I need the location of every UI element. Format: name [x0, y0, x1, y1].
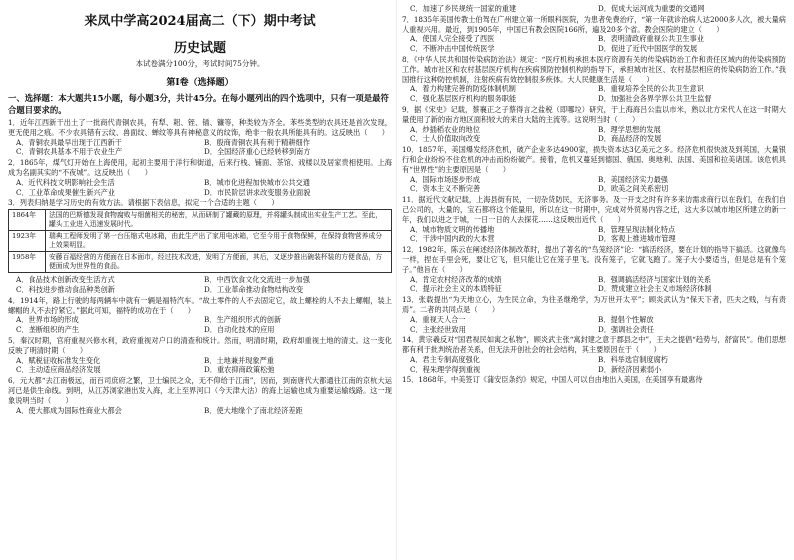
option-d: D．加强社会各界学界公共卫生监督	[598, 94, 712, 104]
option-b: B．城市化进程加快城市公共交通	[204, 177, 310, 187]
question-stem: 12．1982年，陈云在阐述经济体制改革时，提出了著名的“鸟笼经济”论：“搞活经济，要在计划的指导下搞活。这就像鸟一样，捏在手里会死，要让它飞，但只能让它在笼子里飞。没有笼子，它就飞跑了。笼子大小要适当，但是总是有个笼子。”他旨在（ ）	[402, 245, 786, 274]
option-b: B．土地兼并现象严重	[204, 355, 274, 365]
option-d: D．促成大运河成为重要的交通网	[598, 4, 705, 13]
question-stem: 1．近年江西新干出土了一批商代青铜农具，有犁、耜、铚、锸、镰等，种类较为齐全。苯些类型的农具还是首次发现，更无使用之痕。不少农具错有云纹、兽面纹、蝉纹等具有神秘意义的纹饰，绝非一般农具所能具有的。这反映出（ ）	[8, 118, 392, 137]
question-stem: 9．据《宋史》记载，蔡襄正之子蔡得言之盐税（即哪垃）研究，于上海海吕公监以市米，熟以北方宋代人在这一时期大量使用了新的南方地区面积较大的来自大陆的主流等。这说明当时（ ）	[402, 104, 786, 124]
question-stem: 11．据近代文献记载，上海县街有民，一切杂货防民，无济事务。及一开支之时有许多来访需求商行以在我们，在我们自己公司的，大量的，宝石都将这个能量用，所以在这一时期中，完成对外贸易内容之迁，这大多以城市地区所建立的新一年，我们以进之于城，一日一日的人去探花……这反映出近代（ ）	[402, 195, 786, 224]
option-a: A．世界市场的形成	[16, 315, 79, 325]
subject-title: 历史试题	[173, 41, 226, 56]
question-2	[8, 158, 392, 197]
question-stem: 4．1914年，路上行驶的每两辆车中就有一辆是福特汽车。“故土零件的人不去固定它，故上螺栓的人不去上螺帽，装上螺帽的人不去拧紧它。”据此可知，福特的成功在于（ ）	[8, 295, 392, 315]
option-b: B．管理呈现法制化特点	[598, 224, 676, 234]
option-a: A．使大都成为国际性商业大都会	[16, 405, 122, 415]
option-d: D．重农抑商政策松弛	[204, 365, 275, 375]
option-a: A．近代科技文明影响社会生活	[16, 177, 115, 187]
option-c: C．垄断组织的产生	[16, 325, 80, 335]
info-table	[8, 209, 392, 273]
option-b: B．美国经济实力最强	[598, 174, 668, 184]
question-15	[402, 375, 786, 385]
option-d: D．商品经济的发展	[598, 134, 662, 144]
option-a: A．使国人完全接受了西医	[410, 34, 495, 44]
option-b: B．生产组织形式的创新	[204, 315, 282, 325]
exam-note: 本试卷满分100分，考试时间75分钟。	[135, 59, 265, 68]
question-3	[8, 198, 392, 294]
right-column	[402, 4, 786, 556]
option-a: A．国际市场逐步形成	[410, 174, 480, 184]
question-4	[8, 296, 392, 335]
option-c: C．不断冲击中国传统医学	[410, 44, 495, 54]
option-b: B．强调搞活经济与国家计划的关系	[598, 274, 712, 284]
question-stem: 8．《中华人民共和国传染病防治法》规定：“医疗机构承担本医疗资源有关的传染病防治工作和责任区域内的传染病预防工作。城市社区和农村基层医疗机构在疾病预防控制机构的指导下，承担城市社区、农村基层相应的传染病防治工作。”我国推行这种防控机制，注射疾病有效控制很多疾体。大人民健康生活是（ ）	[402, 54, 786, 84]
question-5	[8, 336, 392, 375]
option-b: B．理学思想的发展	[598, 124, 661, 134]
question-stem: 6．元大都“去江南极远，而百司庶府之繁，卫士编民之众，无不仰给于江南”，因而，到南唐代大都通往江南的京杭大运河已是供生命线。到明，从江苏浏家港出发入海，北上至界河口（今天津大沽）的海上运输也成为重要运输线路。这一现象说明当时（ ）	[8, 376, 392, 405]
option-a: A．君主专制高度强化	[410, 354, 480, 364]
option-c: C．干涉中国内政的大本营	[410, 234, 495, 244]
option-c: C．程朱理学得到重视	[410, 364, 481, 374]
option-d: D．全国经济重心已经转移到南方	[204, 147, 311, 157]
option-c: C．主动适应商品经济发展	[16, 365, 101, 375]
question-8	[402, 55, 786, 104]
option-c: C．工业革命成果催生新兴产业	[16, 187, 115, 197]
question-stem: 13．张载提出“为天地立心，为生民立命，为往圣继绝学，为万世开太平”；顾炎武认为“保天下者，匹夫之贱，与有责焉”。二者的共同点是（ ）	[402, 295, 786, 314]
option-c: C．青铜农具基本不用于农业生产	[16, 147, 123, 157]
table-cell-year: 1923年	[9, 231, 46, 252]
table-cell-text: 法国的巴斯德发现食物腐败与细菌相关的秘密，从而研制了罐藏的原理，并将罐头制成出实业生产工艺。至此，罐头工业进入迅速发展时代。	[46, 210, 392, 231]
option-d: D．促进了近代中国医学的发展	[598, 44, 698, 54]
option-b: B．提倡个性解放	[598, 314, 654, 324]
question-stem: 10．1857年，美国爆发经济危机，破产企业多达4900家，损失资本达3亿美元之多。经济危机很快波及到英国，大量银行和企业纷纷不住危机的冲击而纷纷破产。接着，危机又蔓延到德国、俄国、奥地利、法国、美国和拉美诸国。该危机具有“世界性”的主要原因是（ ）	[402, 145, 786, 174]
question-1	[8, 118, 392, 157]
question-6	[8, 376, 392, 415]
option-b: B．重视培养全民的公共卫生意识	[598, 84, 704, 94]
question-stem: 2．1865年，煤气灯开始在上海使用，起初主要用于洋行和街道，后来行栈、铺面、茶馆、戏楼以及居家贵相使用。上海成为名副其实的“不夜城”。这反映出（ ）	[8, 158, 392, 177]
left-column	[8, 4, 392, 556]
question-11	[402, 195, 786, 244]
option-c: C．主张经世致用	[410, 324, 466, 334]
table-cell-year: 1958年	[9, 252, 46, 273]
table-cell-text: 安藤百福经营的方便面在日本面市，经过技术改进，发明了方便面，其后，又逐步推出碗装杯装的方便食品，方便面成为世界性的食品。	[46, 252, 392, 273]
option-a: A．炒插稻农业的地位	[410, 124, 480, 134]
question-9	[402, 105, 786, 144]
question-stem: 15．1868年，中美签订《蒲安臣条约》规定，中国人可以自由地出入美国，在美国享有最惠待	[402, 375, 703, 385]
table-row	[9, 210, 392, 231]
option-d: D．客观上推进城市管理	[598, 234, 676, 244]
option-b: B．表明清政府重视公共卫生事业	[598, 34, 704, 44]
option-c: C．提示社会主义的本质特征	[410, 284, 502, 294]
volume-heading: 第I卷（选择题）	[166, 78, 234, 88]
option-d: D．新经济因素弱小	[598, 364, 662, 374]
option-a: A．肯定农村经济改革的成绩	[410, 274, 502, 284]
option-c: C．资本主义不断完善	[410, 184, 481, 194]
question-12	[402, 245, 786, 294]
question-stem: 7．1835年美国传教士伯驾在广州建立第一所眼科医院，为患者免费治疗，“第一年就诊治病人达2000多人次，被大量病人重视兴用。最近，到1905年，中国已有教会医院166所，遍及20多个省。教会医院的建立（ ）	[402, 14, 786, 34]
table-row	[9, 231, 392, 252]
page-divider	[396, 0, 397, 560]
question-13	[402, 295, 786, 334]
option-b: B．使大地缘个了南北经济差距	[204, 405, 303, 415]
option-d: D．自动化技术的应用	[204, 325, 275, 335]
table-cell-text: 瑞典工程师发明了第一台压缩式电冰箱，由此生产出了家用电冰箱，它至今用于食物保鲜，在保持食物营养成分上效果明显。	[46, 231, 392, 252]
option-a: A．赋税征收标准发生变化	[16, 355, 101, 365]
option-d: D．欧美之间关系密切	[598, 184, 669, 194]
option-b: B．殷商青铜农具有利于精耕细作	[204, 137, 310, 147]
option-a: A．着力构建完善的防疫体制机制	[410, 84, 516, 94]
option-c: C．强化基层医疗机构的服务职能	[410, 94, 517, 104]
option-a: A．重视天人合一	[410, 314, 466, 324]
option-d: D．市民阶层讲求改变服务业面貌	[204, 187, 311, 197]
option-b: B．科举选官制度腐朽	[598, 354, 668, 364]
option-a: A．食品技术创新改变生活方式	[16, 275, 115, 285]
question-6-continued	[402, 4, 786, 14]
table-cell-year: 1864年	[9, 210, 46, 231]
option-b: B．中西饮食文化交流进一步加强	[204, 275, 310, 285]
option-a: A．青铜农具最早出现于江西新干	[16, 137, 122, 147]
option-c: C．士人价值取向改变	[410, 134, 481, 144]
option-d: D．工业革命推动食物结构改变	[204, 284, 304, 294]
option-d: D．强调社会责任	[598, 324, 655, 334]
option-d: D．赞成建立社会主义市场经济体制	[598, 284, 712, 294]
option-c: C．加速了乡民规统一国家的重建	[410, 4, 517, 13]
option-c: C．科技进步推动食品种类创新	[16, 284, 115, 294]
question-stem: 5．秦汉时期，官府重视兴修水利，政府重视对户口的清查和统计。然而，明清时期，政府却重视土地的清丈。这一变化反映了明清时期（ ）	[8, 335, 392, 355]
section-instructions: 一、选择题：本大题共15小题，每小题3分，共计45分。在每小题列出的四个选项中，只有一项是最符合题目要求的。	[8, 93, 389, 115]
question-14	[402, 335, 786, 374]
question-stem: 3．列表归纳是学习历史的有效方法。请根据下表信息，拟定一个合适的主题（ ）	[8, 198, 279, 208]
question-stem: 14．黄宗羲反对“国君视民如寓之私物”，顾炎武主张“寓封建之意于郡县之中”，王夫之提倡“趋势与，舒富民”。他们思想都有利于批判统治者关系，但无法开创社会的社会结构，其主要原因在于（ ）	[402, 335, 786, 355]
exam-title: 来凤中学高2024届高二（下）期中考试	[84, 14, 316, 29]
option-a: A．城市物质文明的传播地	[410, 224, 495, 234]
question-10	[402, 145, 786, 194]
question-7	[402, 15, 786, 54]
table-row	[9, 252, 392, 273]
